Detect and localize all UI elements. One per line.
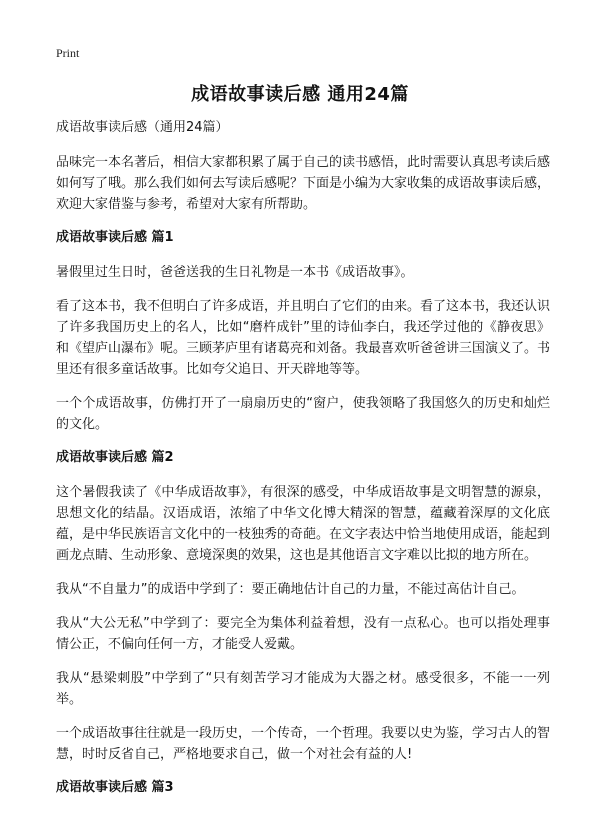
section-2-paragraph: 我从“悬梁刺股”中学到了“只有刻苦学习才能成为大器之材。感受很多，不能一一列举。	[56, 671, 550, 707]
page-title: 成语故事读后感 通用24篇	[191, 84, 409, 105]
section-heading-3: 成语故事读后感 篇3	[56, 780, 174, 795]
article-body	[56, 118, 550, 812]
section-1-paragraph: 一个个成语故事，仿佛打开了一扇扇历史的“窗户，使我领略了我国悠久的历史和灿烂的文化。	[56, 396, 550, 432]
section-1-paragraph: 看了这本书，我不但明白了许多成语，并且明白了它们的由来。看了这本书，我还认识了许多我国历史上的名人，比如“磨杵成针”里的诗仙李白，我还学过他的《静夜思》和《望庐山瀑布》呢。三顾茅庐里有诸葛亮和刘备。我最喜欢听爸爸讲三国演义了。书里还有很多童话故事。比如夸父追日、开天辟地等等。	[56, 299, 551, 377]
section-1-paragraph: 暑假里过生日时，爸爸送我的生日礼物是一本书《成语故事》。	[56, 265, 414, 280]
print-link[interactable]: Print	[56, 46, 80, 60]
section-heading-2: 成语故事读后感 篇2	[56, 450, 174, 465]
section-2-paragraph: 这个暑假我读了《中华成语故事》，有很深的感受，中华成语故事是文明智慧的源泉，思想文化的结晶。汉语成语，浓缩了中华文化博大精深的智慧，蕴藏着深厚的文化底蕴，是中华民族语言文化中的一枝独秀的奇葩。在文字表达中恰当地使用成语，能起到画龙点睛、生动形象、意境深奥的效果，这也是其他语言文字难以比拟的地方所在。	[56, 485, 551, 563]
section-2-paragraph: 一个成语故事往往就是一段历史，一个传奇，一个哲理。我要以史为鉴，学习古人的智慧，时时反省自己，严格地要求自己，做一个对社会有益的人!	[56, 726, 551, 762]
section-2-paragraph: 我从“大公无私”中学到了：要完全为集体利益着想，没有一点私心。也可以指处理事情公正，不偏向任何一方，才能受人爱戴。	[56, 616, 550, 652]
article-subtitle: 成语故事读后感（通用24篇）	[56, 120, 229, 135]
section-heading-1: 成语故事读后感 篇1	[56, 230, 174, 245]
intro-paragraph: 品味完一本名著后，相信大家都积累了属于自己的读书感悟，此时需要认真思考读后感如何写了哦。那么我们如何去写读后感呢？下面是小编为大家收集的成语故事读后感，欢迎大家借鉴与参考，希望对大家有所帮助。	[56, 155, 551, 212]
section-2-paragraph: 我从“不自量力”的成语中学到了：要正确地估计自己的力量，不能过高估计自己。	[56, 582, 525, 597]
